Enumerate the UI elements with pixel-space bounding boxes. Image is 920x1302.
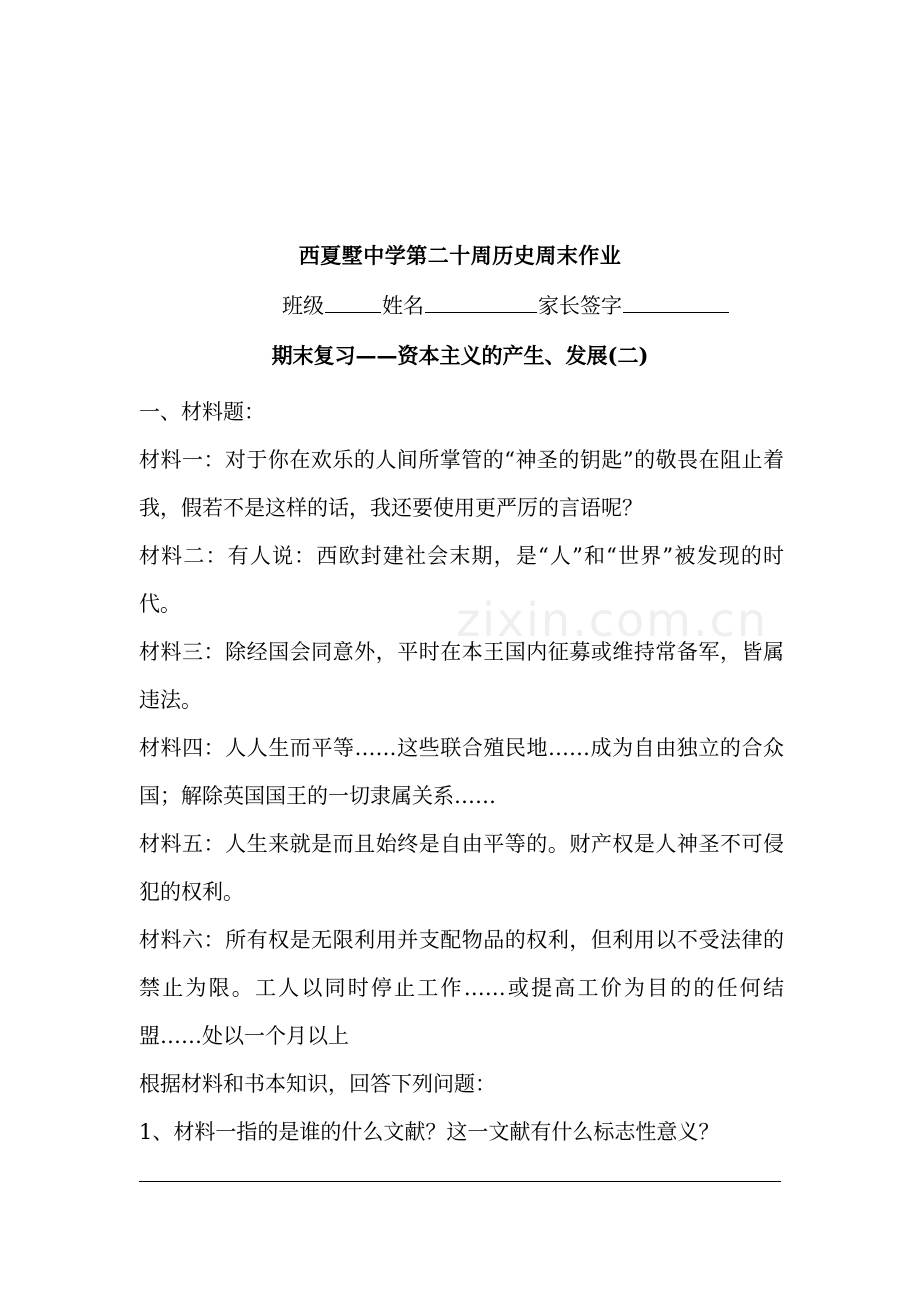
material-6: 材料六：所有权是无限利用并支配物品的权利，但利用以不受法律的禁止为限。工人以同时停止工作……或提高工价为目的的任何结盟……处以一个月以上 [139, 928, 784, 1048]
name-blank[interactable] [425, 290, 537, 313]
material-3: 材料三：除经国会同意外，平时在本王国内征募或维持常备军，皆属违法。 [139, 640, 784, 712]
student-info-line [282, 290, 730, 322]
material-5: 材料五：人生来就是而且始终是自由平等的。财产权是人神圣不可侵犯的权利。 [139, 832, 784, 904]
class-blank[interactable] [325, 290, 381, 313]
material-1: 材料一：对于你在欢乐的人间所掌管的“神圣的钥匙”的敬畏在阻止着我，假若不是这样的话，我还要使用更严厉的言语呢？ [139, 448, 784, 520]
watermark: zixin.com.cn [456, 593, 769, 647]
answer-line[interactable] [139, 1181, 781, 1182]
question-1: 1、材料一指的是谁的什么文献？这一文献有什么标志性意义？ [139, 1120, 720, 1144]
section-heading: 一、材料题： [139, 400, 265, 424]
name-label: 姓名 [382, 294, 424, 318]
instruction: 根据材料和书本知识，回答下列问题： [139, 1072, 496, 1096]
parent-signature-blank[interactable] [623, 290, 729, 313]
page-subtitle: 期末复习——资本主义的产生、发展(二) [271, 343, 649, 368]
material-2: 材料二：有人说：西欧封建社会末期，是“人”和“世界”被发现的时代。 [139, 544, 784, 616]
class-label: 班级 [282, 294, 324, 318]
document-body [139, 388, 784, 1156]
page-title: 西夏墅中学第二十周历史周末作业 [298, 243, 622, 268]
material-4: 材料四：人人生而平等……这些联合殖民地……成为自由独立的合众国；解除英国国王的一切隶属关系…… [139, 736, 784, 808]
parent-signature-label: 家长签字 [538, 294, 622, 318]
